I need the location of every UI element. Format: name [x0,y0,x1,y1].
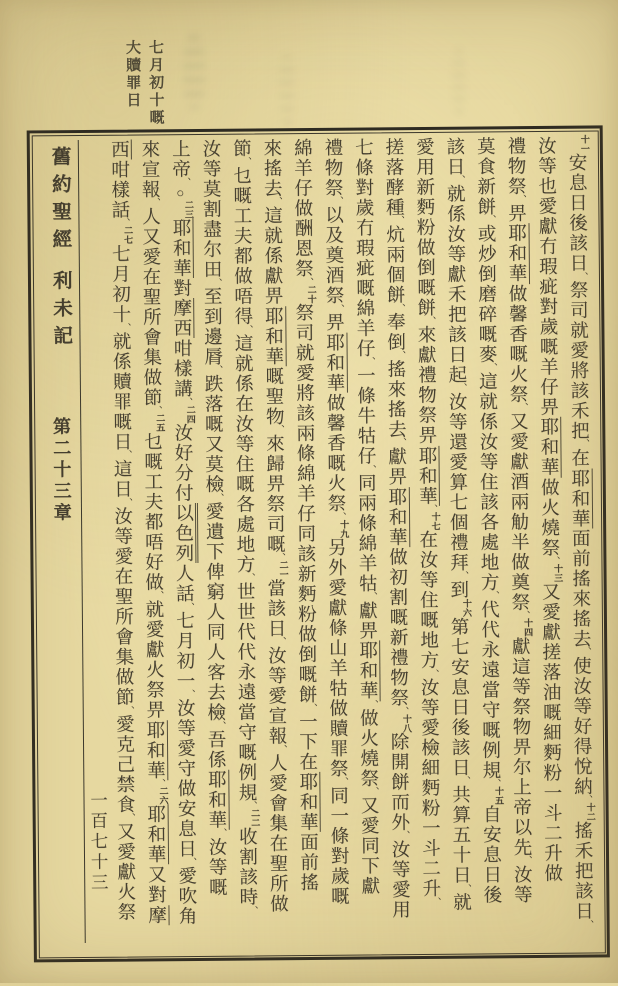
text-run: 咁樣講 [170,338,192,399]
punctuation-mark: 、 [336,776,348,787]
punctuation-mark: 、 [243,572,255,583]
punctuation-mark: 、 [428,896,440,907]
punctuation-mark: 、 [273,552,285,563]
text-run: 祭司就愛將該禾把 [566,280,589,442]
title-column [43,140,80,957]
text-run: 七月初一 [173,610,195,692]
text-run: 七條對歲冇瑕疵嘅綿羊仔 [352,137,375,359]
text-run: 汝等愛在聖所會集做節 [111,506,134,708]
title-spacer [59,256,60,270]
text-run: 做火燒祭 [357,708,378,789]
text-run: 一下在 [296,711,317,773]
text-run: 就係贖罪嘅日 [109,331,131,453]
text-run: 當該日 [264,578,286,639]
text-run: 汝等愛用 [388,839,410,920]
text-run: 咁樣話 [108,159,129,221]
punctuation-mark: 、 [148,197,160,208]
text-run: 炕兩個餅 [383,224,405,306]
margin-note-line-1: 七月初十嘅 [146,39,164,127]
punctuation-mark: 、 [485,362,497,373]
proper-name: 耶和華 [145,804,169,865]
proper-name: 摩 [145,905,169,925]
text-run: 跌落嘅又莫檢 [201,373,223,495]
punctuation-mark: 、 [520,855,532,866]
verse-number: 十七 [430,511,441,531]
text-run: 嘅聖物 [262,366,284,427]
verse-number: 十九 [339,519,350,539]
punctuation-mark: 、 [209,277,222,288]
punctuation-mark: 、 [122,705,134,716]
text-run: 綿羊仔做酬恩祭 [291,137,313,279]
text-run: 獻畀 [356,600,377,642]
text-run: 節 [230,138,251,159]
text-run: 乜嘅工夫都唔好做 [141,431,163,593]
text-run: 面前搖來搖去 [569,528,591,650]
punctuation-mark: 、 [153,778,165,789]
page-number: 一百七十三 [88,790,110,893]
punctuation-mark: 、 [514,194,526,205]
text-run: 畀 [505,203,526,224]
text-run: 安息日後該日 [565,152,587,274]
verse-number: 二一 [278,560,289,580]
verse-number: 二二 [250,808,261,828]
punctuation-mark: 、 [119,449,132,461]
text-run: 奉倒 [384,311,405,353]
proper-name: 耶和華 [505,223,529,284]
punctuation-mark: 、 [274,636,286,647]
text-run: 愛吹角 [175,865,197,927]
verse-number: 二三 [183,199,194,219]
proper-name: 耶和華 [357,641,381,702]
punctuation-mark: 、 [426,668,438,679]
text-run: 做初割嘅新禮物祭 [386,547,408,709]
text-run: 以及奠酒祭 [322,205,344,306]
text-run: 自安息日後 [480,804,501,906]
punctuation-mark: 、 [454,382,466,393]
punctuation-mark: 、 [456,570,468,581]
punctuation-mark: 、 [581,919,593,930]
text-run: 至到邊脣 [201,286,222,368]
text-run: 第七安息日後該日 [447,616,470,778]
section-title: 利未記 [49,270,72,353]
text-run: 除開餅而外 [387,731,409,833]
bleed-through-ghost [183,35,206,109]
punctuation-mark: 、 [270,196,282,207]
section-circle: ○ [172,185,188,202]
text-run: 乜嘅工夫都做唔得 [230,165,252,327]
punctuation-mark: 、 [123,812,135,823]
title-spacer [60,353,62,417]
punctuation-mark: 、 [458,775,470,786]
text-run: 獻畀 [385,446,406,487]
punctuation-mark: 、 [393,302,405,314]
punctuation-mark: 、 [366,786,378,797]
text-run: 獻這等祭物畀尔上帝以先 [509,636,532,858]
text-run: 到 [447,579,468,601]
text-run: 愛克己禁食 [113,714,135,815]
punctuation-mark: 、 [332,303,344,314]
punctuation-mark: 、 [184,856,196,867]
verse-number: 十一 [579,134,590,154]
text-run: 來宣報 [138,139,160,200]
punctuation-mark: 、 [393,350,405,361]
proper-name: 摩西 [171,298,195,338]
text-run: 世世代代永遠當守嘅例規 [234,581,257,803]
text-run: 汝等還愛算七個禮拜 [445,391,468,573]
text-run: 做火燒祭 [538,477,559,559]
text-run: 又愛獻酒兩觔半做奠祭 [507,411,529,613]
text-run: 上帝 [169,139,190,180]
punctuation-mark: 、 [459,883,471,894]
chapter-title: 第二十三章 [50,416,72,525]
text-run: 汝等也愛獻冇瑕疵對歲嘅羊仔畀 [535,135,558,418]
text-run: 就係汝等獻禾把該日起 [444,183,466,386]
punctuation-mark: 、 [363,356,375,367]
punctuation-mark: 、 [453,174,465,185]
punctuation-mark: 、 [183,689,195,700]
text-run: 又對 [145,864,166,906]
verse-number: 十二 [585,802,596,822]
punctuation-mark: 、 [516,402,528,413]
punctuation-mark: 、 [488,778,500,789]
text-run: 就愛獻火祭畀 [142,599,164,721]
proper-name: 耶和華 [538,417,562,478]
verse-number: 二七 [123,225,134,246]
text-run: 該日 [443,136,465,178]
text-run: 來獻禮物祭畀 [414,324,436,446]
punctuation-mark: 、 [178,177,190,188]
text-run: 汝等愛守做安息日 [174,698,196,860]
text-run: 祭司就愛將該兩條綿羊仔同該新麪粉做倒嘅餅 [292,302,317,705]
punctuation-mark: 、 [580,794,592,805]
text-run: 或炒倒磨碎嘅麥 [474,223,497,365]
punctuation-mark: 、 [213,720,225,731]
punctuation-mark: 、 [366,699,378,710]
punctuation-mark: 、 [579,647,591,658]
verse-number: 十八 [401,713,412,733]
punctuation-mark: 、 [397,830,409,841]
text-run: 這就係獻畀 [261,205,283,307]
text-run: 收割該時 [236,826,257,908]
punctuation-mark: 、 [331,196,343,207]
punctuation-mark: 、 [577,438,589,450]
bleed-through-ghost [279,54,295,126]
punctuation-mark: 、 [245,905,258,916]
page-border-frame [27,125,610,962]
text-run: 這就係在汝等住嘅各處地方 [231,333,255,575]
proper-name: 耶和華 [569,468,593,529]
proper-name: 西 [108,140,132,160]
text-body [37,136,598,952]
punctuation-mark: 、 [364,464,376,475]
punctuation-mark: 、 [423,315,435,326]
text-run: 搖禾把該日 [571,820,593,922]
punctuation-mark: 、 [334,511,346,522]
punctuation-mark: 、 [240,324,252,335]
text-run: 汝等嘅 [205,837,227,898]
verse-number: 二六 [158,786,169,806]
punctuation-mark: 、 [396,705,408,716]
text-run: 來歸畀祭司嘅 [263,433,285,555]
punctuation-mark: 、 [547,555,559,567]
text-run: 代代永遠當守嘅例規 [478,599,500,781]
verse-number: 二十 [306,284,317,304]
proper-name: 耶和華 [323,333,347,394]
text-run: 一條牛牯仔 [354,365,376,467]
punctuation-mark: 、 [150,405,162,416]
punctuation-mark: 、 [245,800,257,811]
verse-number: 十四 [522,618,534,638]
punctuation-mark: 、 [272,424,284,435]
proper-name: 耶和華 [386,487,410,548]
text-run: 汝好分付 [171,422,193,504]
text-run: 做馨香嘅火祭 [323,392,346,514]
text-run: 對 [170,278,191,299]
text-run: 禮物祭 [504,136,526,197]
punctuation-mark: 、 [487,590,499,601]
text-run: 又愛獻火祭 [114,821,136,923]
text-run: 共算五十日 [449,784,471,886]
punctuation-mark: 、 [365,591,377,602]
text-run: 人又愛在聖所會集做節 [139,206,162,408]
text-run: 搖來搖去 [384,359,406,440]
margin-header-note [120,39,167,139]
text-run: 汝等 [511,864,532,905]
book-title: 舊約聖經 [48,146,71,257]
text-run: 畀 [323,312,344,333]
punctuation-mark: 、 [182,601,194,612]
text-run: 使汝等好得悅納 [570,656,592,797]
text-run: 愛遺下俾窮人同人客去檢 [202,501,225,723]
text-run: 在 [568,447,589,469]
verse-number: 二四 [185,404,196,424]
verse-number: 十五 [493,786,505,806]
text-run: 這就係汝等住該各處地方 [476,371,499,593]
text-run: 來搖去 [260,138,282,199]
punctuation-mark: 、 [239,156,251,167]
text-run: 同兩條綿羊牯 [355,473,377,594]
bleed-through-ghost [452,49,466,115]
verse-number: 十三 [552,563,564,583]
punctuation-mark: 、 [394,437,406,448]
text-run: 同一條對歲嘅 [327,785,349,907]
text-run: 面前搖 [297,832,318,893]
text-run: 吾係 [204,729,226,770]
text-run: 又愛同下獻 [357,795,379,897]
text-run: 做馨香嘅火祭 [506,283,528,405]
punctuation-mark: 、 [118,322,130,333]
proper-name: 耶和華 [170,218,194,279]
text-run: 汝等愛宣報 [265,645,287,747]
punctuation-mark: 、 [214,828,226,839]
text-run: 搓落酵種 [382,137,404,218]
punctuation-mark: 、 [180,396,192,407]
text-run: 這日 [111,458,132,500]
punctuation-mark: 、 [210,364,222,375]
proper-name: 耶和華 [416,445,440,506]
margin-note-line-2: 大贖罪日 [123,39,141,110]
text-run: 禮物祭 [321,137,343,199]
text-run: 汝等莫割盡尔田 [199,138,221,280]
punctuation-mark: 、 [483,214,496,225]
punctuation-mark: 、 [211,492,223,503]
punctuation-mark: 、 [120,497,132,508]
text-run: 就 [450,892,471,913]
punctuation-mark: 、 [301,276,313,287]
proper-name: 耶和華 [262,306,286,367]
text-run: 另外愛獻條山羊牯做贖罪祭 [325,537,348,779]
text-run: 汝等愛檢細麪粉一斗二升 [417,677,440,899]
punctuation-mark: 、 [575,271,588,282]
punctuation-mark: 、 [151,590,163,601]
proper-name: 耶和華 [297,772,321,833]
punctuation-mark: 、 [117,217,130,229]
punctuation-mark: 、 [392,215,404,226]
punctuation-mark: 、 [305,702,317,713]
text-run: 人愛會集在聖所做 [266,753,288,915]
text-run: 人話 [172,563,194,604]
text-run: 愛用新麪粉做倒嘅餅 [413,136,435,318]
proper-name: 耶和華 [205,770,229,831]
text-run: 莫食新餅 [474,136,495,217]
punctuation-mark: 、 [275,744,287,755]
place-name: 以色列 [172,503,198,564]
proper-name: 耶和華 [144,720,168,781]
verse-number: 二五 [155,413,166,433]
text-run: 七月初十 [109,243,130,325]
punctuation-mark: 、 [425,503,437,514]
punctuation-mark: 、 [517,610,529,621]
text-run: 又愛獻搓落油嘅細麪粉一斗二升做 [539,581,562,884]
text-run: 在汝等住嘅地方 [416,529,438,671]
verse-number: 十六 [461,598,472,618]
